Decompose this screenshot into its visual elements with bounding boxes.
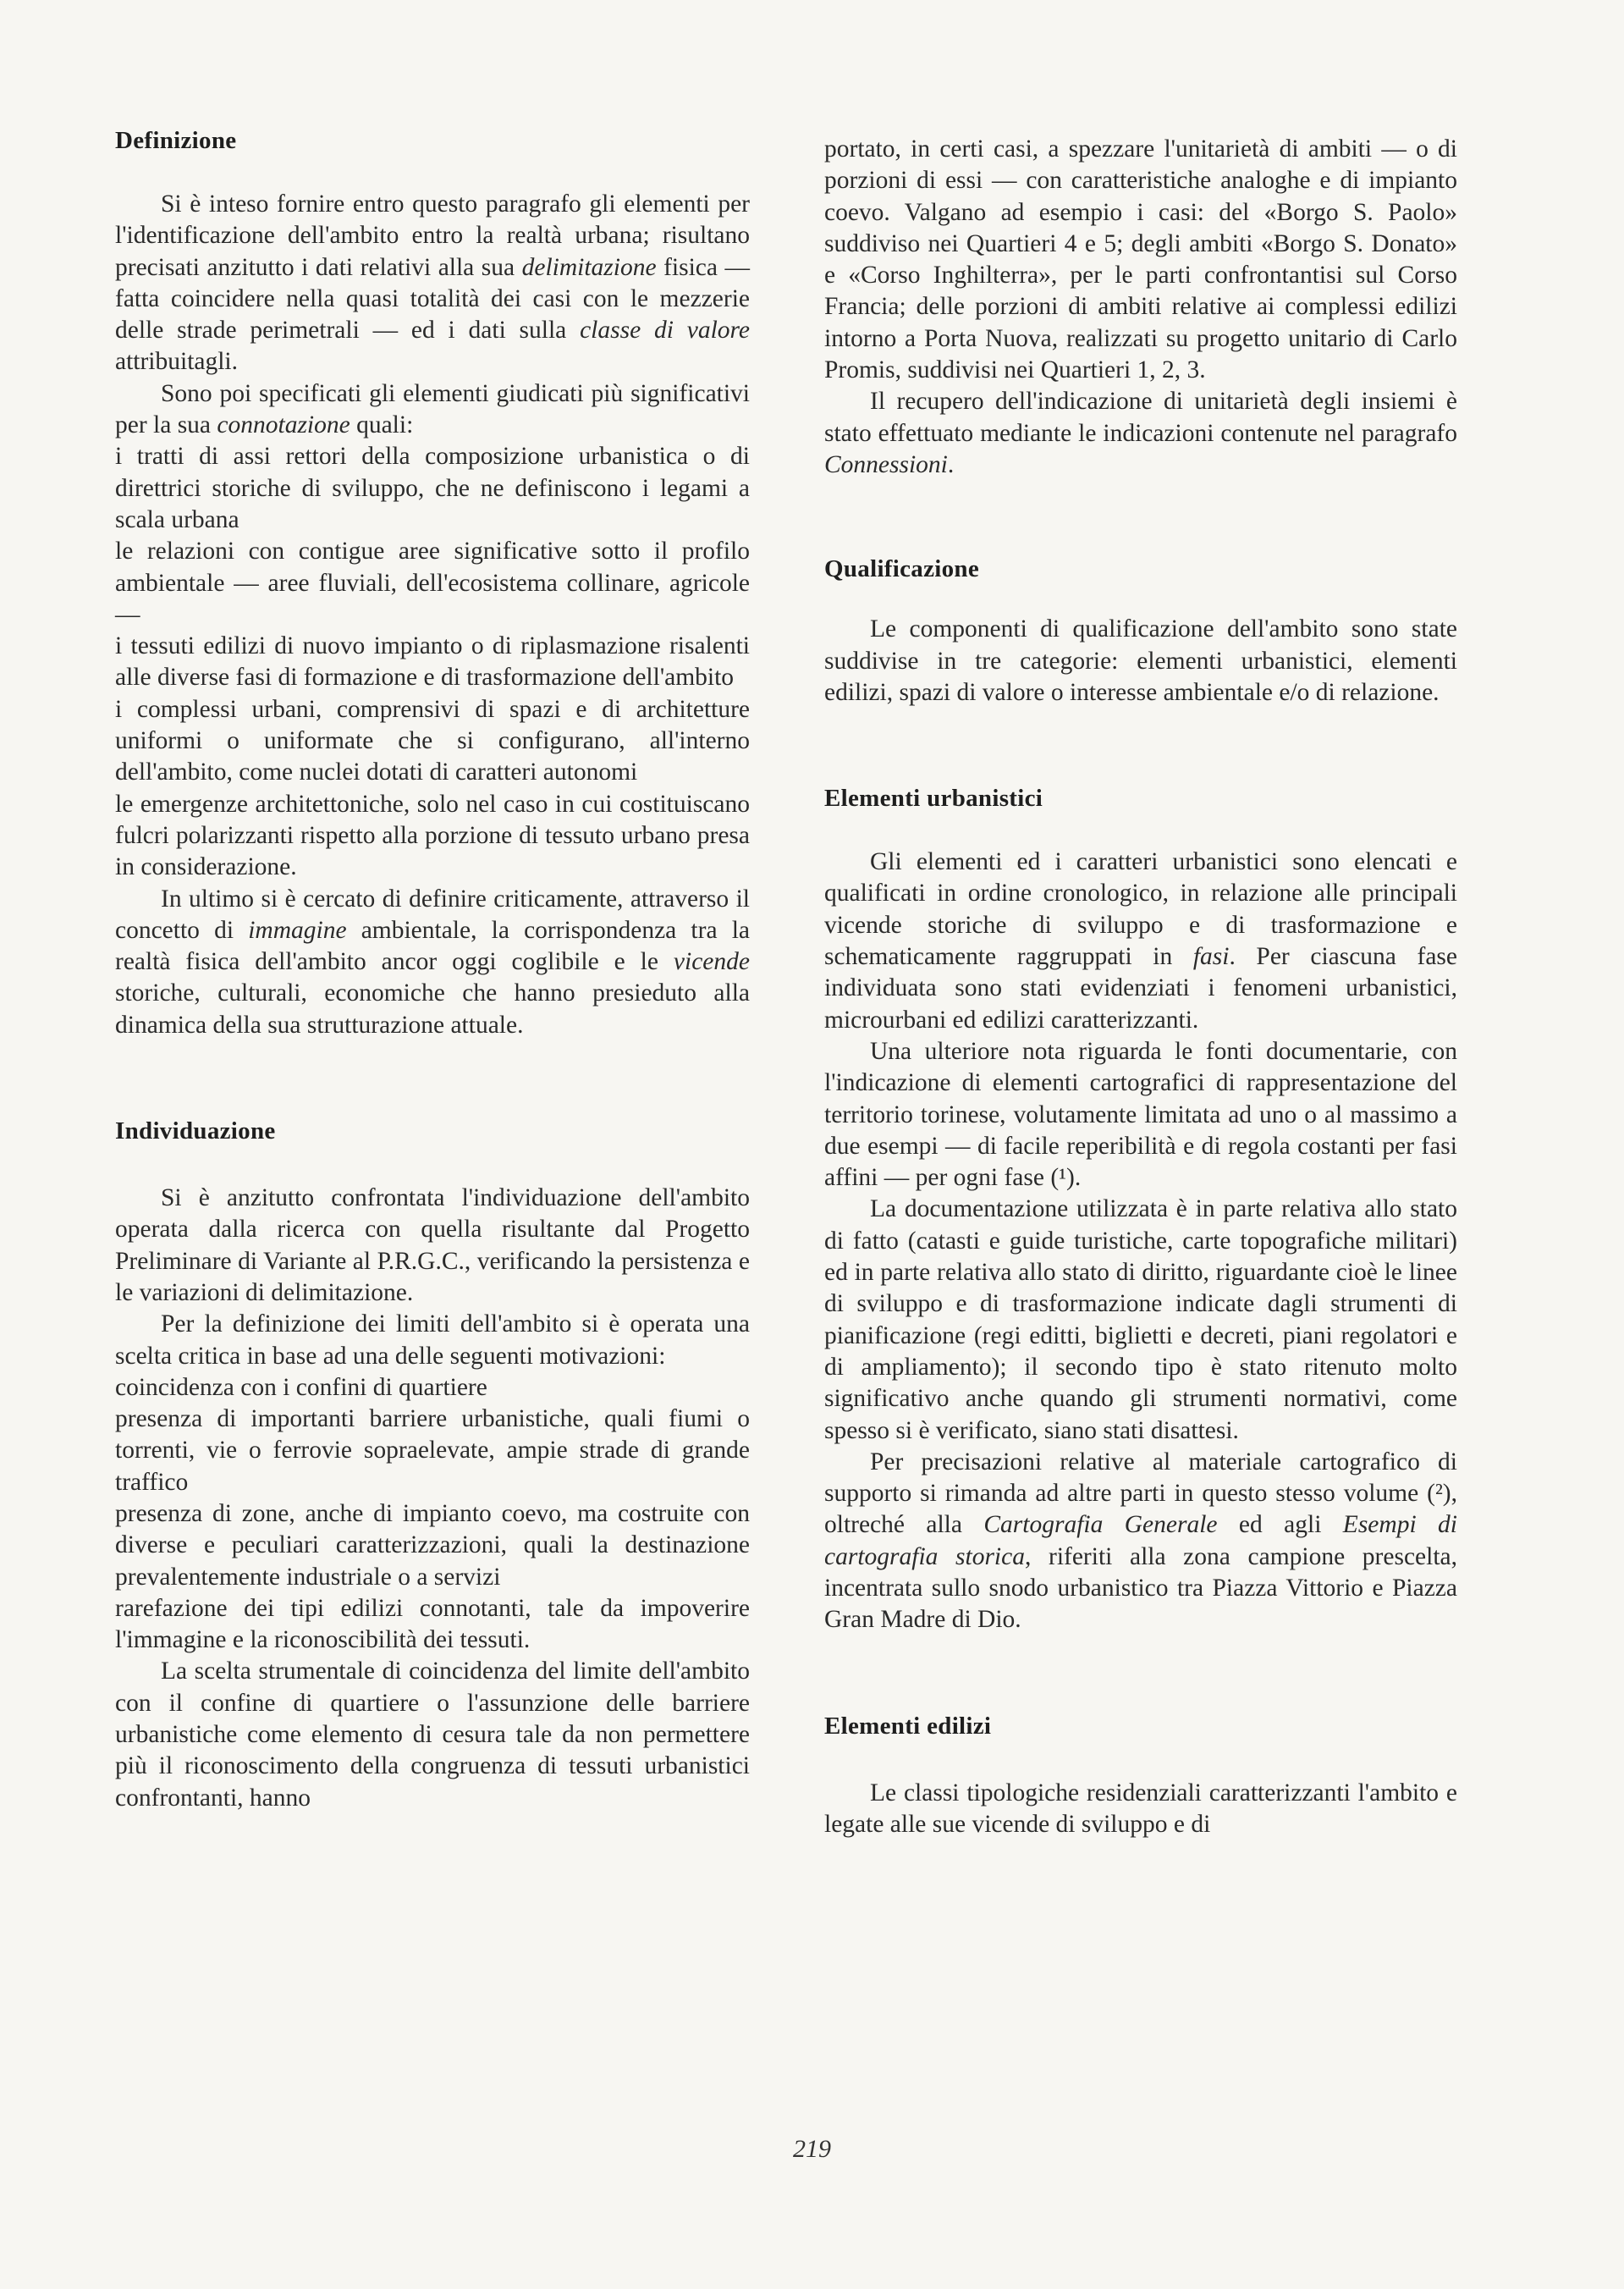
continuation-paragraph-1: portato, in certi casi, a spezzare l'unitarietà di ambiti — o di porzioni di essi — con caratteristiche analoghe e di impianto coevo. Valgano ad esempio i casi: del «Borgo S. Paolo» suddiviso nei Quartieri 4 e 5; degli ambiti «Borgo S. Donato» e «Corso Inghilterra», per le parti confrontantisi sul Corso Francia; delle porzioni di ambiti relative ai complessi edilizi intorno a Porta Nuova, realizzati su progetto unitario di Carlo Promis, suddivisi nei Quartieri 1, 2, 3. bbox=[824, 135, 1457, 384]
definizione-paragraph-2: Sono poi specificati gli elementi giudicati più significativi per la sua connotazione quali: bbox=[115, 379, 750, 439]
individuazione-paragraph-2: Per la definizione dei limiti dell'ambito si è operata una scelta critica in base ad una delle seguenti motivazioni: bbox=[115, 1310, 750, 1370]
definizione-list-item: i tratti di assi rettori della composizione urbanistica o di direttrici storiche di sviluppo, che ne definiscono i legami a scala urbana bbox=[115, 443, 750, 533]
individuazione-list-item: presenza di zone, anche di impianto coevo, ma costruite con diverse e peculiari caratterizzazioni, quali la destinazione prevalentemente industriale o a servizi bbox=[115, 1499, 750, 1591]
page-number: 219 bbox=[793, 2135, 831, 2163]
heading-individuazione: Individuazione bbox=[115, 1117, 276, 1145]
individuazione-paragraph-3: La scelta strumentale di coincidenza del limite dell'ambito con il confine di quartiere o l'assunzione delle barriere urbanistiche come elemento di cesura tale da non permettere più il riconoscimento della congruenza di tessuti urbanistici confrontanti, hanno bbox=[115, 1657, 750, 1812]
individuazione-list-item: presenza di importanti barriere urbanistiche, quali fiumi o torrenti, vie o ferrovie sopraelevate, ampie strade di grande traffico bbox=[115, 1405, 750, 1496]
left-column bbox=[115, 127, 750, 1814]
heading-elementi-urbanistici: Elementi urbanistici bbox=[824, 785, 1043, 813]
definizione-paragraph-1: Si è inteso fornire entro questo paragrafo gli elementi per l'identificazione dell'ambito entro la realtà urbana; risultano precisati anzitutto i dati relativi alla sua delimitazione fisica — fatta coincidere nella quasi totalità dei casi con le mezzerie delle strade perimetrali — ed i dati sulla classe di valore attribuitagli. bbox=[115, 190, 750, 376]
qualificazione-paragraph-1: Le componenti di qualificazione dell'ambito sono state suddivise in tre categorie: elementi urbanistici, elementi edilizi, spazi di valore o interesse ambientale e/o di relazione. bbox=[824, 615, 1457, 706]
elementi-urbanistici-paragraph-4: Per precisazioni relative al materiale cartografico di supporto si rimanda ad altre parti in questo stesso volume (²), oltreché alla Cartografia Generale ed agli Esempi di cartografia storica, riferiti alla zona campione prescelta, incentrata sullo snodo urbanistico tra Piazza Vittorio e Piazza Gran Madre di Dio. bbox=[824, 1448, 1458, 1634]
heading-definizione: Definizione bbox=[115, 127, 237, 154]
elementi-urbanistici-paragraph-2: Una ulteriore nota riguarda le fonti documentarie, con l'indicazione di elementi cartografici di rappresentazione del territorio torinese, volutamente limitata ad uno o al massimo a due esempi — di facile reperibilità e di regola costanti per fasi affini — per ogni fase (¹). bbox=[824, 1037, 1457, 1192]
heading-elementi-edilizi: Elementi edilizi bbox=[824, 1712, 992, 1740]
heading-qualificazione: Qualificazione bbox=[824, 555, 980, 583]
elementi-urbanistici-paragraph-3: La documentazione utilizzata è in parte relativa allo stato di fatto (catasti e guide turistiche, carte topografiche militari) ed in parte relativa allo stato di diritto, riguardante cioè le linee di sviluppo e di trasformazione indicate dagli strumenti di pianificazione (regi editti, biglietti e decreti, piani regolatori e di ampliamento); il secondo tipo è stato ritenuto molto significativo anche quando gli strumenti normativi, come spesso si è verificato, siano stati disattesi. bbox=[824, 1195, 1457, 1444]
individuazione-paragraph-1: Si è anzitutto confrontata l'individuazione dell'ambito operata dalla ricerca con quella risultante dal Progetto Preliminare di Variante al P.R.G.C., verificando la persistenza e le variazioni di delimitazione. bbox=[115, 1184, 750, 1306]
definizione-list-item: le emergenze architettoniche, solo nel caso in cui costituiscano fulcri polarizzanti rispetto alla porzione di tessuto urbano presa in considerazione. bbox=[115, 790, 750, 881]
individuazione-list-item: coincidenza con i confini di quartiere bbox=[115, 1373, 487, 1401]
continuation-paragraph-2: Il recupero dell'indicazione di unitarietà degli insiemi è stato effettuato mediante le indicazioni contenute nel paragrafo Connessioni. bbox=[824, 388, 1457, 478]
definizione-list-item: i tessuti edilizi di nuovo impianto o di riplasmazione risalenti alle diverse fasi di formazione e di trasformazione dell'ambito bbox=[115, 632, 750, 692]
elementi-urbanistici-paragraph-1: Gli elementi ed i caratteri urbanistici sono elencati e qualificati in ordine cronologico, in relazione alle principali vicende storiche di sviluppo e di trasformazione e schematicamente raggruppati in fasi. Per ciascuna fase individuata sono stati evidenziati i fenomeni urbanistici, microurbani ed edilizi caratterizzanti. bbox=[824, 848, 1457, 1034]
definizione-list-item: i complessi urbani, comprensivi di spazi e di architetture uniformi o uniformate che si configurano, all'interno dell'ambito, come nuclei dotati di caratteri autonomi bbox=[115, 695, 750, 786]
definizione-list-item: le relazioni con contigue aree significative sotto il profilo ambientale — aree fluviali, dell'ecosistema collinare, agricole — bbox=[115, 538, 750, 628]
individuazione-list-item: rarefazione dei tipi edilizi connotanti, tale da impoverire l'immagine e la riconoscibilità dei tessuti. bbox=[115, 1594, 750, 1654]
definizione-paragraph-3: In ultimo si è cercato di definire criticamente, attraverso il concetto di immagine ambientale, la corrispondenza tra la realtà fisica dell'ambito ancor oggi coglibile e le vicende storiche, culturali, economiche che hanno presieduto alla dinamica della sua strutturazione attuale. bbox=[115, 885, 750, 1039]
right-column bbox=[824, 134, 1457, 1840]
elementi-edilizi-paragraph-1: Le classi tipologiche residenziali caratterizzanti l'ambito e legate alle sue vicende di sviluppo e di bbox=[824, 1779, 1457, 1838]
